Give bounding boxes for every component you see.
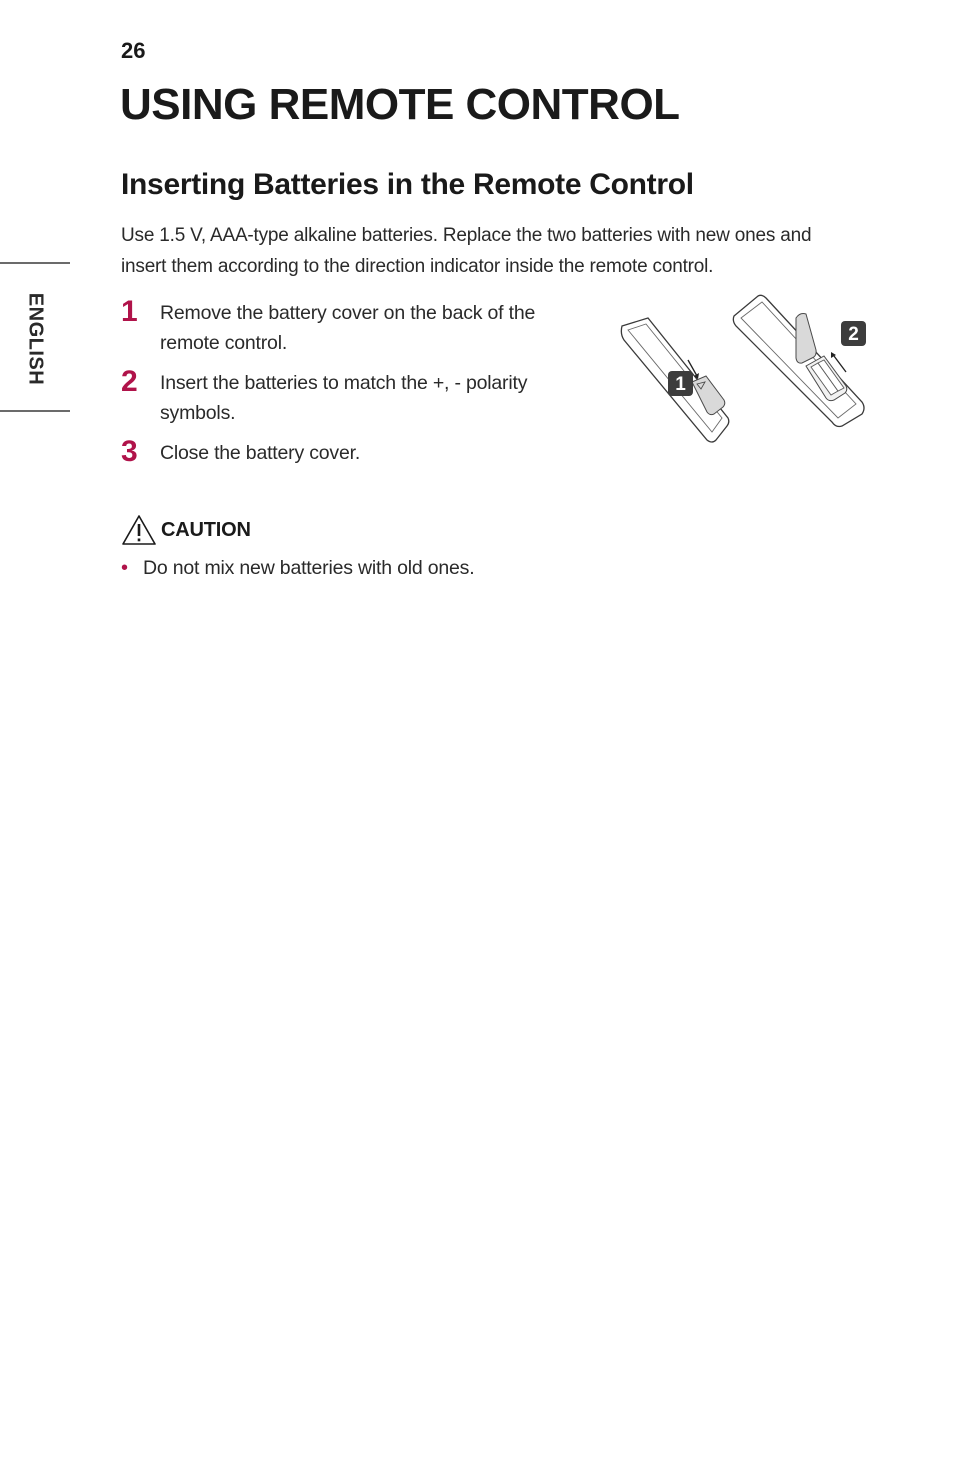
step-number: 2 (121, 365, 138, 398)
remote-open-drawing (733, 295, 864, 426)
step-text: Remove the battery cover on the back of the remote control. (160, 302, 536, 354)
step-1-badge-label: 1 (675, 374, 686, 395)
warning-triangle-icon (121, 514, 157, 546)
step-item (121, 435, 576, 468)
intro-paragraph: Use 1.5 V, AAA-type alkaline batteries. Replace the two batteries with new ones and insert them according to the direction indicator inside the remote control. (121, 225, 812, 277)
language-side-tab (0, 262, 70, 412)
steps-list (121, 295, 576, 478)
caution-list (121, 553, 821, 583)
step-2-badge-label: 2 (848, 324, 859, 345)
step-item (121, 365, 576, 428)
language-label: ENGLISH (24, 292, 47, 386)
battery-insertion-illustration (610, 290, 870, 450)
page-title: USING REMOTE CONTROL (120, 80, 680, 129)
step-number: 3 (121, 435, 138, 468)
page-number: 26 (121, 38, 146, 63)
caution-item (121, 553, 821, 583)
step-text: Close the battery cover. (160, 442, 361, 464)
step-number: 1 (121, 295, 138, 328)
bullet-icon: • (121, 557, 128, 579)
step-2-badge (841, 321, 866, 346)
step-text: Insert the batteries to match the +, - polarity symbols. (160, 372, 528, 424)
caution-title: CAUTION (161, 518, 251, 541)
step-item (121, 295, 576, 358)
caution-item-text: Do not mix new batteries with old ones. (143, 557, 475, 579)
caution-box (121, 513, 821, 583)
caution-header (121, 513, 821, 547)
step-1-badge (668, 371, 693, 396)
section-title: Inserting Batteries in the Remote Control (121, 168, 694, 201)
